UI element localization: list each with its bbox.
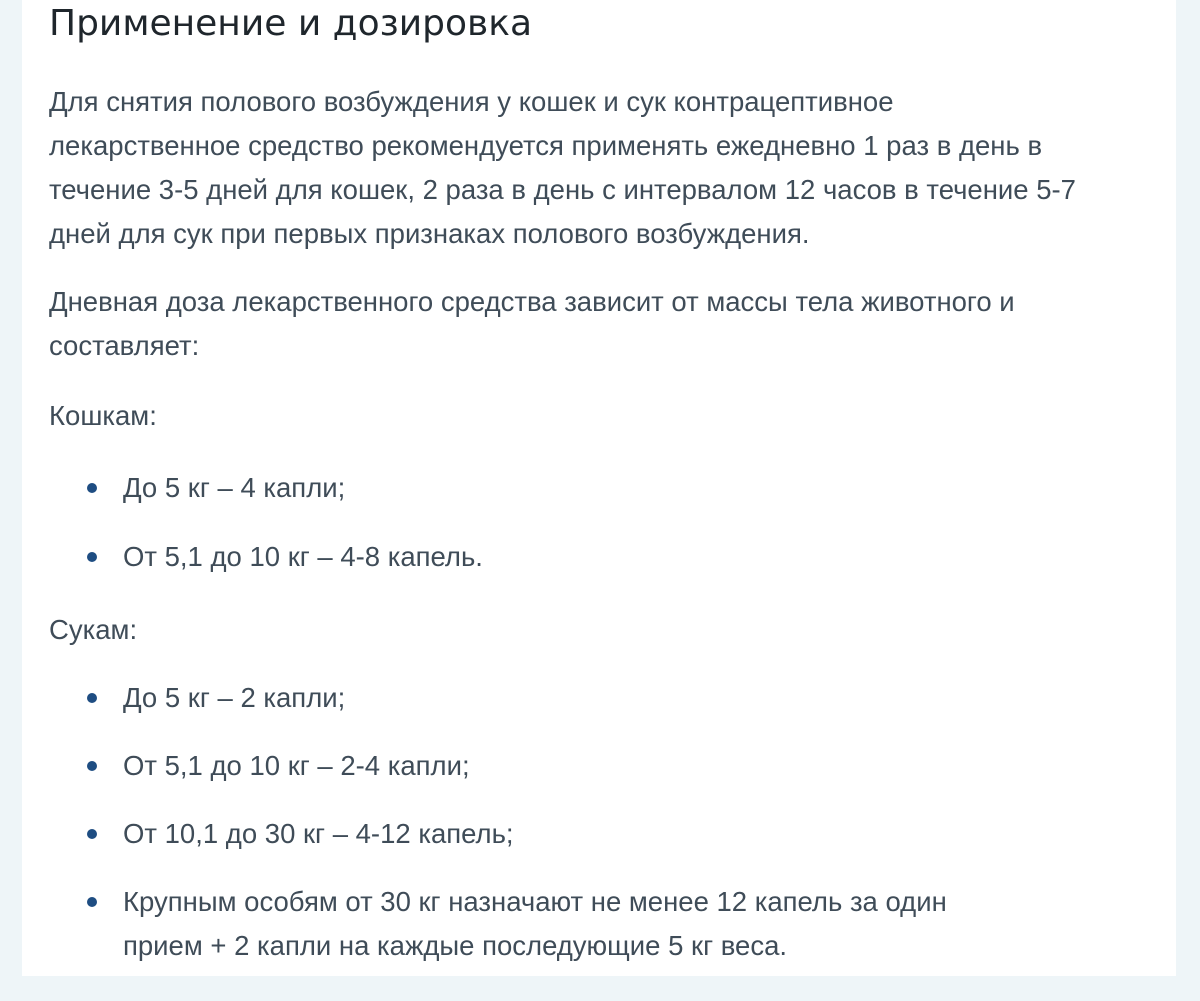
bitches-dose-list (49, 676, 1139, 976)
cats-dose-list (49, 466, 1139, 604)
dose-paragraph: Дневная доза лекарственного средства зависит от массы тела животного и составляет: (49, 286, 1015, 361)
bullet-icon (87, 552, 97, 562)
list-item (49, 880, 1023, 968)
content-card (22, 0, 1176, 976)
list-item-text: От 5,1 до 10 кг – 4-8 капель. (123, 541, 483, 572)
bullet-icon (87, 761, 97, 771)
bitches-label: Сукам: (49, 614, 138, 645)
list-item (49, 812, 1023, 856)
usage-paragraph: Для снятия полового возбуждения у кошек и сук контрацептивное лекарственное средство рекомендуется применять ежедневно 1 раз в день в течение 3-5 дней для кошек, 2 раза в день с интервалом 12 часов в течение 5-7 дней для сук при первых признаках полового возбуждения. (49, 86, 1076, 249)
list-item-text: До 5 кг – 2 капли; (123, 682, 346, 713)
list-item (49, 535, 1023, 579)
list-item-text: До 5 кг – 4 капли; (123, 472, 346, 503)
bullet-icon (87, 897, 97, 907)
list-item-text: Крупным особям от 30 кг назначают не менее 12 капель за один прием + 2 капли на каждые последующие 5 кг веса. (123, 886, 947, 961)
list-item (49, 676, 1023, 720)
bullet-icon (87, 693, 97, 703)
list-item (49, 466, 1023, 510)
list-item-text: От 5,1 до 10 кг – 2-4 капли; (123, 750, 470, 781)
cats-label: Кошкам: (49, 400, 157, 431)
list-item (49, 744, 1023, 788)
bullet-icon (87, 483, 97, 493)
list-item-text: От 10,1 до 30 кг – 4-12 капель; (123, 818, 514, 849)
section-title: Применение и дозировка (49, 3, 533, 44)
bullet-icon (87, 829, 97, 839)
